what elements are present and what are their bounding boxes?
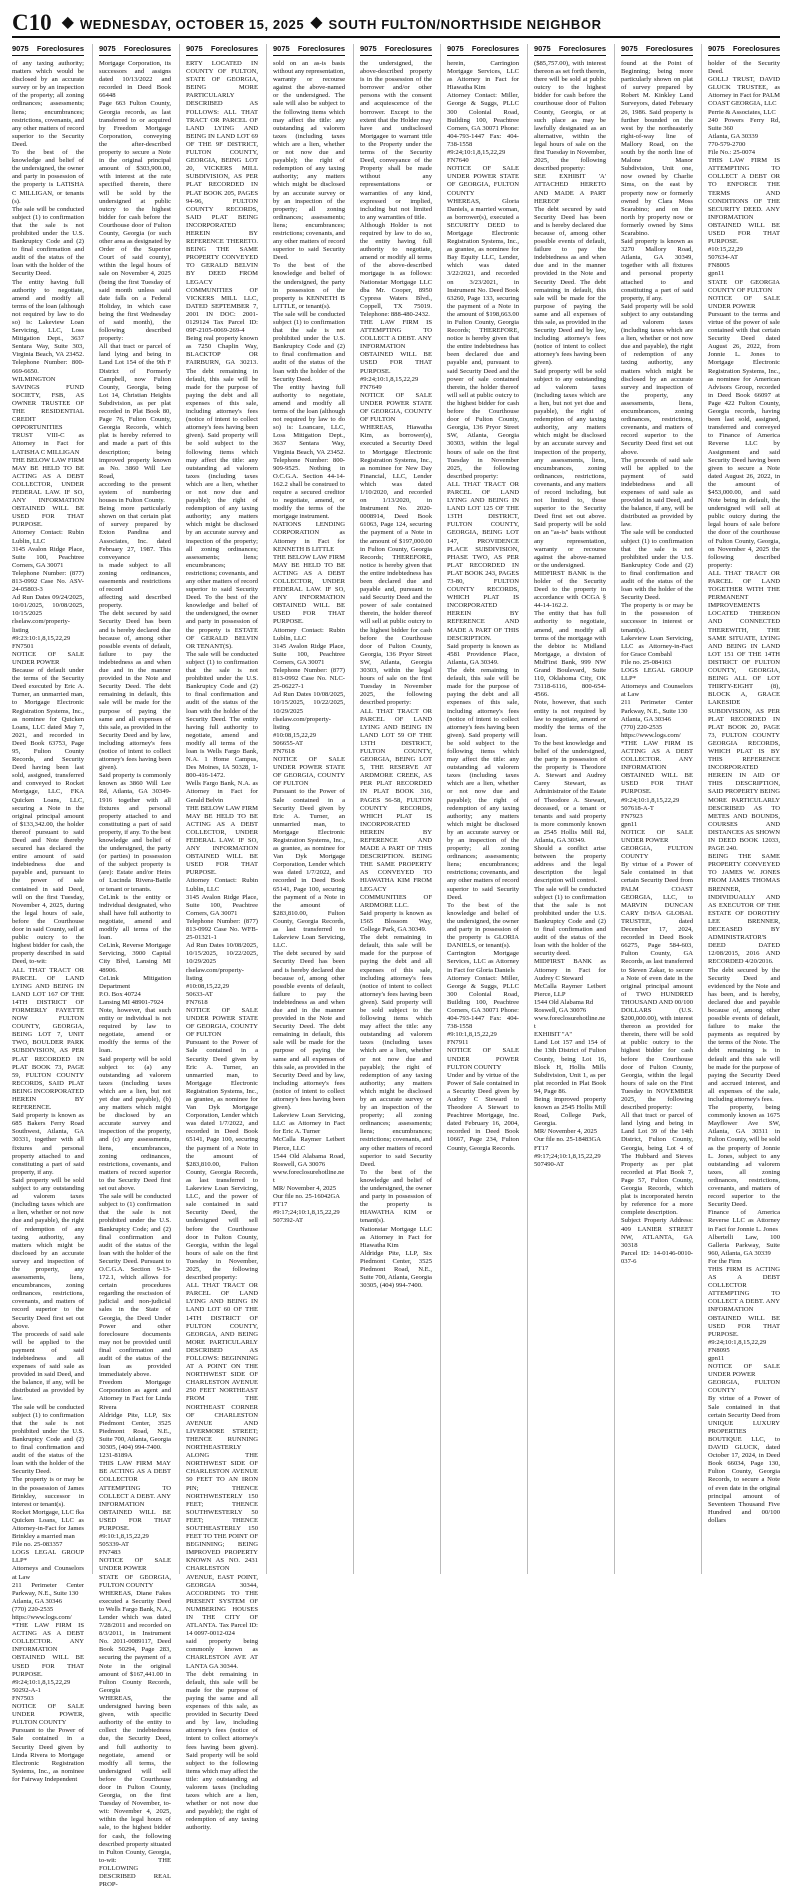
column-header xyxy=(447,44,519,56)
category-code: 9075 xyxy=(186,44,203,53)
category-code: 9075 xyxy=(360,44,377,53)
legal-notice-columns xyxy=(12,44,780,1889)
notice-text: Mortgage Corporation, its successors and assigns dated 10/13/2022 and recorded in Deed Book 66448 Page 663 Fulton County, Georgia records, as last transferred to or acquired by Freedom Mortgage Corporation, conveying the after-described property to secure a Note in the original principal amount of $303,900.00, with interest at the rate specified therein, there will be sold by the undersigned at public outcry to the highest bidder for cash before the Courthouse door of Fulton County, Georgia (or such other area as designated by Order of the Superior Court of said county), within the legal hours of sale on November 4, 2025 (being the first Tuesday of said month unless said date falls on a Federal Holiday, in which case being the first Wednesday of said month), the following described property: All that tract or parcel of land lying and being in Land Lot 154 of the 9th F District of Formerly Campbell, now Fulton County, Georgia, being Lot 14, Christian Heights Subdivision, as per plat recorded in Plat Book 80, Page 76, Fulton County, Georgia Records, which plat is hereby referred to and made a part of this description; being improved property known as No. 3860 Will Lee Road, according to the present system of numbering houses in Fulton County. Being more particularly shown on that certain plat of survey prepared by Exton Pandina and Associates, Inc. dated February 27, 1987. This conveyance is made subject to all zoning ordinances, easements and restrictions of record affecting said described property. The debt secured by said Security Deed has been and is hereby declared due because of, among other possible events of default, failure to pay the indebtedness as and when due and in the manner provided in the Note and Security Deed. The debt remaining in default, this sale will be made for the purpose of paying the same and all expenses of this sale, as provided in the Security Deed and by law, including attorney's fees (notice of intent to collect attorney's fees having been given). Said property is commonly known as 3860 Will Lee Rd, Atlanta, GA 30349-1916 together with all fixtures and personal property attached to and constituting a part of said property, if any. To the best knowledge and belief of the undersigned, the party (or parties) in possession of the subject property is (are): Estate and/or Heirs of Lucinda Rivera-Battle or tenant or tenants. CeLink is the entity or individual designated, who shall have full authority to negotiate, amend and modify all terms of the loan. CeLink, Reverse Mortgage Servicing, 3900 Capital City Blvd, Lansing MI 48906. CeLink Mitigation Department P.O. Box 40724 Lansing MI 48901-7924 Note, however, that such entity or individual is not required by law to negotiate, amend or modify the terms of the loan. Said property will be sold subject to: (a) any outstanding ad valorem taxes (including taxes which are a lien, but not yet due and payable), (b) any matters which might be disclosed by an accurate survey and inspection of the property, and (c) any assessments, liens, encumbrances, zoning ordinances, restrictions, covenants, and matters of record superior to the Security Deed first set out above. The sale will be conducted subject to (1) confirmation that the sale is not prohibited under the U.S. Bankruptcy Code; and (2) final confirmation and audit of the status of the loan with the holder of the Security Deed. Pursuant to O.C.G.A. Section 9-13-172.1, which allows for certain procedures regarding the rescission of judicial and non-judicial sales in the State of Georgia, the Deed Under Power and other foreclosure documents may not be provided until final confirmation and audit of the status of the loan as provided immediately above. Freedom Mortgage Corporation as agent and Attorney in Fact for Linda Rivera Aldridge Pite, LLP, Six Piedmont Center, 3525 Piedmont Road, N.E., Suite 700, Atlanta, Georgia 30305, (404) 994-7400. 1231-8189A THIS LAW FIRM MAY BE ACTING AS A DEBT COLLECTOR ATTEMPTING TO COLLECT A DEBT. ANY INFORMATION OBTAINED WILL BE USED FOR THAT PURPOSE. #9:10:1,8,15,22,29 505339-AT FN7483 NOTICE OF SALE UNDER POWER STATE OF GEORGIA, FULTON COUNTY WHEREAS, Diane Fakes executed a Security Deed to Wells Fargo Bank, N.A., Lender which was dated 7/28/2011 and recorded on 8/3/2011, in Instrument No. 2011-0089117, Deed Book 50294, Page 283, securing the payment of a Note in the original amount of $167,441.00 in Fulton County Records, Georgia WHEREAS, the undersigned having been given, with specific authority of the entity to collect the indebtedness due, the Security Deed, and full authority to negotiate, amend or modify all terms, the undersigned will sell before the Courthouse door in Fulton County, Georgia, on the first Tuesday of November, to-wit: November 4, 2025, within the legal hours of sale, to the highest bidder for cash, the following described property situated in Fulton County, Georgia, to-wit: THE FOLLOWING DESCRIBED REAL PROP- xyxy=(99,60,171,1889)
bullet-icon: ◆ xyxy=(310,14,323,31)
notice-text: found at the Point of Beginning; being more particularly shown on plat of survey prepared by Robert M. Kinkley Land Surveyors, dated February 26, 1986. Said property is further bounded on the west by the northeasterly right-of-way line of Mallory Road, on the south by the north line of Malone Manor Subdivision, Unit one, now owned by Charlie Sims, on the east by property now or formerly owned by Clara Moss Scarabino; and on the north by property now or formerly owned by Sims Scarabino. Said property is known as 3270 Mallory Road, Atlanta, GA 30349, together with all fixtures and personal property attached to and constituting a part of said property, if any. Said property will be sold subject to any outstanding ad valorem taxes (including taxes which are a lien, whether or not now due and payable), the right of redemption of any taxing authority, any matters which might be disclosed by an accurate survey and inspection of the property, any assessments, liens, encumbrances, zoning ordinances, restrictions, covenants, and matters of record superior to the Security Deed first set out above. The proceeds of said sale will be applied to the payment of said indebtedness and all expenses of said sale as provided in said Deed, and the balance, if any, will be distributed as provided by law. The sale will be conducted subject (1) to confirmation that the sale is not prohibited under the U.S. Bankruptcy Code and (2) to final confirmation and audit of the status of the loan with the holder of the Security Deed. The property is or may be in the possession of successor in interest or tenant(s). Lakeview Loan Servicing, LLC as Attorney-in-Fact for Grace Combahl File no. 25-084163 LOGS LEGAL GROUP LLP* Attorneys and Counselors at Law 211 Perimeter Center Parkway, N.E., Suite 130 Atlanta, GA 30346 (770) 220-2535 https://www.logs.com/ *THE LAW FIRM IS ACTING AS A DEBT COLLECTOR. ANY INFORMATION OBTAINED WILL BE USED FOR THAT PURPOSE. #9:24;10:1,8,15,22,29 507618-A-T FN7923 gpn11 NOTICE OF SALE UNDER POWER GEORGIA, FULTON COUNTY By virtue of a Power of Sale contained in that certain Security Deed from PALM COAST GEORGIA, LLC, to MARVIN DUNCAN CARY D/B/A GLOBAL TRUSTEE, dated December 17, 2024, recorded in Deed Book 66275, Page 584-603, Fulton County, GA Records, as last transferred to Steven Zakar, to secure a Note of even date in the original principal amount of TWO HUNDRED THOUSAND AND 00/100 DOLLARS (U.S. $200,000.00), with interest thereon as provided for therein, there will be sold at public outcry to the highest bidder for cash before the Courthouse door of Fulton County, Georgia, within the legal hours of sale on the First Tuesday in NOVEMBER 2025, the following described property: All that tract or parcel of land lying and being in Land Lot 39 of the 14th District, Fulton County, Georgia, being Lot 4 of The Hubbard and Steves Property as per plat recorded at Plat Book 7, Page 57, Fulton County, Georgia Records, which plat is incorporated herein by reference for a more complete description. Subject Property Address: 409 LANIER STREET NW, ATLANTA, GA 30318 Parcel ID: 14-0146-0010-037-6 xyxy=(621,60,693,1265)
category-label: Foreclosures xyxy=(558,44,606,53)
category-code: 9075 xyxy=(99,44,116,53)
notice-text: herein, Carrington Mortgage Services, LLC as Attorney in Fact for Hiawatha Kim Attorney Contact: Miller, George & Suggs, PLLC 300 Colonial Road, Building 100, Peachtree Corners, GA 30071 Phone: 404-793-1447 Fax: 404-738-1558 #9:24;10:1,8,15,22,29 FN7640 NOTICE OF SALE UNDER POWER STATE OF GEORGIA, FULTON COUNTY WHEREAS, Gloria Daniels, a married woman, as borrower(s), executed a SECURITY DEED to Mortgage Electronic Registration Systems, Inc., as grantee, as nominee for Bay Equity LLC, Lender, which was dated 3/22/2021, and recorded on 3/23/2021, in Instrument No. Deed Book 63260, Page 133, securing the payment of a Note in the amount of $198,663.00 in Fulton County, Georgia Records; THEREFORE, notice is hereby given that the entire indebtedness has been declared due and payable and, pursuant to said Security Deed and the power of sale contained therein, the holder thereof will sell at public outcry to the highest bidder for cash before the Courthouse door of Fulton County, Georgia, 136 Pryor Street SW, Atlanta, Georgia 30303, within the legal hours of sale on the first Tuesday in November 2025, the following described property: ALL THAT TRACT OR PARCEL OF LAND LYING AND BEING IN LAND LOT 125 OF THE 13TH DISTRICT, FULTON COUNTY, GEORGIA, BEING LOT 147, PROVIDENCE PLACE SUBDIVISION, PHASE TWO, AS PER PLAT RECORDED IN PLAT BOOK 243, PAGES 73-80, FULTON COUNTY RECORDS, WHICH PLAT IS INCORPORATED HEREIN BY REFERENCE AND MADE A PART OF THIS DESCRIPTION. Said property is known as 4581 Providence Place, Atlanta, GA 30349. The debt remaining in default, this sale will be made for the purpose of paying the debt and all expenses of this sale, including attorney's fees (notice of intent to collect attorney's fees having been given). Said property will be sold subject to the following items which may affect the title: any outstanding ad valorem taxes (including taxes which are a lien, whether or not now due and payable); the right of redemption of any taxing authority; any matters which might be disclosed by an accurate survey or by an inspection of the property; all zoning ordinances; assessments; liens; encumbrances; restrictions; covenants, and any other matters of record superior to said Security Deed. To the best of the knowledge and belief of the undersigned, the owner and party in possession of the property is GLORIA DANIELS, or tenant(s). Carrington Mortgage Services, LLC as Attorney in Fact for Gloria Daniels Attorney Contact: Miller, George & Suggs, PLLC 300 Colonial Road, Building 100, Peachtree Corners, GA 30071 Phone: 404-793-1447 Fax: 404-738-1558 #9:10:1,8,15,22,29 FN7911 NOTICE OF SALE UNDER POWER FULTON COUNTY Under and by virtue of the Power of Sale contained in a Security Deed given by Audrey C Steward to Theodore A Stewart to Peachtree Mortgage, Inc. dated February 16, 2004, recorded in Deed Book 10667, Page 234, Fulton County, Georgia Records. xyxy=(447,60,519,1152)
column-header xyxy=(186,44,258,56)
category-label: Foreclosures xyxy=(36,44,84,53)
category-code: 9075 xyxy=(621,44,638,53)
notice-text: the undersigned, the above-described property is in the possession of the borrower and/or other persons with the consent and acquiescence of the borrower. Except to the extent that the Holder may have and undisclosed Mortgagee to warrant title to the Property under the terms of the Security Deed, conveyance of the Property shall be made without any representations or warranties of any kind, expressed or implied, including but not limited to any warranties of title. Although Holder is not required by law to do so, the entity having full authority to negotiate, amend or modify all terms of the above-described mortgage is as follows: Nationstar Mortgage LLC dba Mr. Cooper, 8950 Cypress Waters Blvd., Coppell, TX 75019. Telephone: 888-480-2432. THE LAW FIRM IS ATTEMPTING TO COLLECT A DEBT. ANY INFORMATION OBTAINED WILL BE USED FOR THAT PURPOSE. #9:24;10:1,8,15,22,29 FN7649 NOTICE OF SALE UNDER POWER STATE OF GEORGIA, COUNTY OF FULTON WHEREAS, Hiawatha Kim, as borrower(s), executed a Security Deed to Mortgage Electronic Registration Systems, Inc., as nominee for New Day Financial, LLC, Lender which was dated 1/10/2020, and recorded on 1/13/2020, in Instrument No. 2020-0008914, Deed Book 61063, Page 124, securing the payment of a Note in the amount of $197,000.00 in Fulton County, Georgia Records; THEREFORE, notice is hereby given that the entire indebtedness has been declared due and payable and, pursuant to said Security Deed and the power of sale contained therein, the holder thereof will sell at public outcry to the highest bidder for cash before the Courthouse door of Fulton County, Georgia, 136 Pryor Street SW, Atlanta, Georgia 30303, within the legal hours of sale on the first Tuesday in November 2025, the following described property: ALL THAT TRACT OR PARCEL OF LAND LYING AND BEING IN LAND LOT 59 OF THE 13TH DISTRICT, FULTON COUNTY, GEORGIA, BEING LOT 5, THE RESERVE AT ARDMORE CREEK, AS PER PLAT RECORDED IN PLAT BOOK 316, PAGES 56-58, FULTON COUNTY RECORDS, WHICH PLAT IS INCORPORATED HEREIN BY REFERENCE AND MADE A PART OF THIS DESCRIPTION. BEING THE SAME PROPERTY AS CONVEYED TO HIAWATHA KIM FROM LEGACY COMMUNITIES OF ARDMORE LLC. Said property is known as 1565 Blossom Way, College Park, GA 30349. The debt remaining in default, this sale will be made for the purpose of paying the debt and all expenses of this sale, including attorney's fees (notice of intent to collect attorney's fees having been given). Said property will be sold subject to the following items which may affect the title: any outstanding ad valorem taxes (including taxes which are a lien, whether or not now due and payable); the right of redemption of any taxing authority; any matters which might be disclosed by an accurate survey or by an inspection of the property; all zoning ordinances; assessments; liens; encumbrances; restrictions; covenants, and any other matters of record superior to said Security Deed. To the best of the knowledge and belief of the undersigned, the owner and party in possession of the property is HIAWATHA KIM or tenant(s). Nationstar Mortgage LLC as Attorney in Fact for Hiawatha Kim Aldridge Pite, LLP, Six Piedmont Center, 3525 Piedmont Road, N.E., Suite 700, Atlanta, Georgia 30305, (404) 994-7400. xyxy=(360,60,432,1290)
notice-column xyxy=(353,44,432,1574)
column-header xyxy=(534,44,606,56)
notice-text: sold on an as-is basis without any representation, warranty or recourse against the above-named or the undersigned. The sale will also be subject to the following items which may affect the title: any outstanding ad valorem taxes (including taxes which are a lien, whether or not now due and payable); the right of redemption of any taxing authority; any matters which might be disclosed by an accurate survey or by an inspection of the property; all zoning ordinances; assessments; liens; encumbrances; restrictions; covenants, and any other matters of record superior to said Security Deed. To the best of the knowledge and belief of the undersigned, the party in possession of the property is KENNETH B LITTLE, or tenant(s). The sale will be conducted subject (1) to confirmation that the sale is not prohibited under the U.S. Bankruptcy Code and (2) to final confirmation and audit of the status of the loan with the holder of the Security Deed. The entity having full authority to negotiate, amend and modify all terms of the loan (although not required by law to do so) is: Loancare, LLC, Loss Mitigation Dept., 3637 Sentara Way, Virginia Beach, VA 23452. Telephone Number: 800-909-9525. Nothing in O.C.G.A. Section 44-14-162.2 shall be construed to require a secured creditor to negotiate, amend, or modify the terms of the mortgage instrument. NATIONS LENDING CORPORATION as Attorney in Fact for KENNETH B LITTLE THE BELOW LAW FIRM MAY BE HELD TO BE ACTING AS A DEBT COLLECTOR, UNDER FEDERAL LAW. IF SO, ANY INFORMATION OBTAINED WILL BE USED FOR THAT PURPOSE. Attorney Contact: Rubin Lublin, LLC 3145 Avalon Ridge Place, Suite 100, Peachtree Corners, GA 30071 Telephone Number: (877) 813-0992 Case No. NLC-25-06227-1 Ad Run Dates 10/08/2025, 10/15/2025, 10/22/2025, 10/29/2025 rlselaw.com/property-listing #10:08,15,22,29 506655-AT FN7618 NOTICE OF SALE UNDER POWER STATE OF GEORGIA, COUNTY OF FULTON Pursuant to the Power of Sale contained in a Security Deed given by Eric A. Turner, an unmarried man, to Mortgage Electronic Registration Systems, Inc., as grantee, as nominee for Van Dyk Mortgage Corporation, Lender which was dated 1/7/2022, and recorded in Deed Book 65141, Page 100, securing the payment of a Note in the amount of $283,810.00, Fulton County, Georgia Records, as last transferred to Lakeview Loan Servicing, LLC. The debt secured by said Security Deed has been and is hereby declared due because of, among other possible events of default, failure to pay the indebtedness as and when due and in the manner provided in the Note and Security Deed. The debt remaining in default, this sale will be made for the purpose of paying the same and all expenses of this sale, as provided in the Security Deed and by law, including attorney's fees (notice of intent to collect attorney's fees having been given). Lakeview Loan Servicing, LLC as Attorney in Fact for Eric A. Turner McCalla Raymer Leibert Pierce, LLC 1544 Old Alabama Road, Roswell, GA 30076 www.foreclosurehotline.net MR/ November 4, 2025 Our file no. 25-16042GA FT17 #9:17;24;10:1,8,15,22,29 507392-AT xyxy=(273,60,345,1225)
category-label: Foreclosures xyxy=(471,44,519,53)
section-title: SOUTH FULTON/NORTHSIDE NEIGHBOR xyxy=(328,17,602,32)
notice-text: of any taxing authority; matters which would be disclosed by an accurate survey or by an inspection of the property; all zoning ordinances; assessments; liens; encumbrances; restrictions, covenants, and any other matters of record superior to the Security Deed. To the best of the knowledge and belief of the undersigned, the owner and party in possession of the property is LATISHA C MILLIGAN, or tenants (s). The sale will be conducted subject (1) to confirmation that the sale is not prohibited under the U.S. Bankruptcy Code and (2) to final confirmation and audit of the status of the loan with the holder of the Security Deed. The entity having full authority to negotiate, amend and modify all terms of the loan (although not required by law to do so) is: Lakeview Loan Servicing, LLC, Loss Mitigation Dept., 3637 Sentara Way, Suite 303, Virginia Beach, VA 23452. Telephone Number: 800-669-6650. WILMINGTON SAVINGS FUND SOCIETY, FSB, AS OWNER TRUSTEE OF THE RESIDENTIAL CREDIT OPPORTUNITIES TRUST VIII-C as Attorney in Fact for LATISHA C MILLIGAN THE BELOW LAW FIRM MAY BE HELD TO BE ACTING AS A DEBT COLLECTOR, UNDER FEDERAL LAW. IF SO, ANY INFORMATION OBTAINED WILL BE USED FOR THAT PURPOSE. Attorney Contact: Rubin Lublin, LLC 3145 Avalon Ridge Place, Suite 100, Peachtree Corners, GA 30071 Telephone Number: (877) 813-0992 Case No. ASV-24-05803-3 Ad Run Dates 09/24/2025, 10/01/2025, 10/08/2025, 10/15/2025 rlselaw.com/property-listing #9:23:10:1,8,15,22,29 FN7501 NOTICE OF SALE UNDER POWER Because of default under the terms of the Security Deed executed by Eric A. Turner, an unmarried man, to Mortgage Electronic Registration Systems, Inc., as nominee for Quicken Loans, LLC dated May 7, 2021, and recorded in Deed Book 63753, Page 95, Fulton County Records, and Security Deed having been last sold, assigned, transferred and conveyed to Rocket Mortgage, LLC, FKA Quicken Loans, LLC, securing a Note in the original principal amount of $133,342.00, the holder thereof pursuant to said Deed and Note thereby secured has declared the entire amount of said indebtedness due and payable and, pursuant to the power of sale contained in said Deed, will on the first Tuesday, November 4, 2025, during the legal hours of sale, before the Courthouse door in said County, sell at public outcry to the highest bidder for cash, the property described in said Deed, to-wit: ALL THAT TRACT OR PARCEL OF LAND LYING AND BEING IN LAND LOT 167 OF THE 14TH DISTRICT OF FORMERLY FAYETTE NOW FULTON COUNTY, GEORGIA, BEING LOT 7, UNIT TWO, BOULDER PARK SUBDIVISION, AS PER PLAT RECORDED IN PLAT BOOK 73, PAGE 59, FULTON COUNTY RECORDS, SAID PLAT BEING INCORPORATED HEREIN BY REFERENCE. Said property is known as 685 Bakers Ferry Road Southwest, Atlanta, GA 30331, together with all fixtures and personal property attached to and constituting a part of said property, if any. Said property will be sold subject to any outstanding ad valorem taxes (including taxes which are a lien, whether or not now due and payable), the right of redemption of any taxing authority, any matters which might be disclosed by an accurate survey and inspection of the property, any assessments, liens, encumbrances, zoning ordinances, restrictions, covenants, and matters of record superior to the Security Deed first set out above. The proceeds of said sale will be applied to the payment of said indebtedness and all expenses of said sale as provided in said Deed, and the balance, if any, will be distributed as provided by law. The sale will be conducted subject (1) to confirmation that the sale is not prohibited under the U.S. Bankruptcy Code and (2) to final confirmation and audit of the status of the loan with the holder of the Security Deed. The property is or may be in the possession of James Brinkley, successor in interest or tenant(s). Rocket Mortgage, LLC fka Quicken Loans, LLC as Attorney-in-Fact for James Brinkley a married man File no. 25-083357 LOGS LEGAL GROUP LLP* Attorneys and Counselors at Law 211 Perimeter Center Parkway, N.E., Suite 130 Atlanta, GA 30346 (770) 220-2535 https://www.logs.com/ *THE LAW FIRM IS ACTING AS A DEBT COLLECTOR. ANY INFORMATION OBTAINED WILL BE USED FOR THAT PURPOSE. #9:24;10:1,8,15,22,29 50292-A-1 FN7503 NOTICE OF SALE UNDER POWER, FULTON COUNTY Pursuant to the Power of Sale contained in a Security Deed given by Linda Rivera to Mortgage Electronic Registration Systems, Inc., as nominee for Fairway Independent xyxy=(12,60,84,1783)
category-label: Foreclosures xyxy=(123,44,171,53)
column-header xyxy=(708,44,780,56)
notice-column xyxy=(527,44,606,1574)
notice-text: holder of the Security Deed. GOLLJ TRUST, DAVID GLUCK TRUSTEE, as Attorney in Fact for PALM COAST GEORGIA, LLC Perrie & Associates, LLC 240 Powers Ferry Rd, Suite 360 Atlanta, GA 30339 770-579-2700 File No.: 25-0074 THIS LAW FIRM IS ATTEMPTING TO COLLECT A DEBT OR TO ENFORCE THE TERMS AND CONDITIONS OF THE SECURITY DEED. ANY INFORMATION OBTAINED WILL BE USED FOR THAT PURPOSE. #10:15,22,29 507634-AT FN8005 gpn11 STATE OF GEORGIA COUNTY OF FULTON NOTICE OF SALE UNDER POWER Pursuant to the terms and virtue of the power of sale contained with that certain Security Deed dated August 26, 2022, from Jonnie L. Jones to Mortgage Electronic Registration Systems, Inc., as nominee for American Advisors Group, recorded in Deed Book 66097 at Page 422 Fulton County, Georgia records, having been last sold, assigned, transferred and conveyed to Finance of America Reverse LLC by Assignment and said Security Deed having been given to secure a Note dated August 26, 2022, in the amount of $453,000.00, and said Note being in default, the undersigned will sell at public outcry during the legal hours of sale before the door of the courthouse of Fulton County, Georgia, on November 4, 2025 the following described property: ALL THAT TRACT OR PARCEL OF LAND TOGETHER WITH THE PERMANENT IMPROVEMENTS LOCATED THEREON AND CONNECTED THEREWITH, THE SAME SITUATE, LYING AND BEING IN LAND LOT 151 OF THE 14TH DISTRICT OF FULTON COUNTY, GEORGIA, BEING ALL OF LOT THIRTY-EIGHT (8), BLOCK A, GRACE LAKESIDE SUBDIVISION, AS PER PLAT RECORDED IN PLAT BOOK 20, PAGE 73, FULTON COUNTY GEORGIA RECORDS, WHICH PLAT IS BY THIS REFERENCE INCORPORATED HEREIN IN AID OF THIS DESCRIPTION, SAID PROPERTY BEING MORE PARTICULARLY DESCRIBED AS TO METES AND BOUNDS, COURSES AND DISTANCES AS SHOWN IN DEED BOOK 12033, PAGE 240. BEING THE SAME PROPERTY CONVEYED TO JAMES W. JONES FROM JAMES THOMAS BRENNER, INDIVIDUALLY AND AS EXECUTOR OF THE ESTATE OF DOROTHY LEE BRENNER, DECEASED BY ADMINISTRATOR'S DEED DATED 12/08/2015, 2016 AND RECORDED 4/20/2016. The debt secured by the Security Deed and evidenced by the Note and has been, and is hereby, declared due and payable because of, among other possible events of default, failure to make the payments as required by the terms of the Note. The debt remaining is in default and this sale will be made for the purpose of paying the Security Deed and accrued interest, and all expenses of the sale, including attorney's fees. The property, being commonly known as 1675 Mayflower Ave SW, Atlanta, GA 30311 in Fulton County, will be sold as the property of Jonnie L. Jones, subject to any outstanding ad valorem taxes, all zoning ordinances, restrictions, covenants, and matters of record superior to the Security Deed. Finance of America Reverse LLC as Attorney in Fact for Jonnie L. Jones Albertelli Law, 100 Galleria Parkway, Suite 960, Atlanta, GA 30339 For the Firm THIS FIRM IS ACTING AS A DEBT COLLECTOR ATTEMPTING TO COLLECT A DEBT. ANY INFORMATION OBTAINED WILL BE USED FOR THAT PURPOSE. #9:24;10:1,8,15,22,29 FN8095 gpn11 NOTICE OF SALE UNDER POWER GEORGIA, FULTON COUNTY By virtue of a Power of Sale contained in that certain Security Deed from UNIQUE LUXURY PROPERTIES BOUTIQUE LLC, to DAVID GLUCK, dated October 17, 2024, in Deed Book 66034, Page 130, Fulton County, Georgia Records, to secure a Note of even date in the original principal amount of Seventeen Thousand Five Hundred and 00/100 dollars xyxy=(708,60,780,1524)
notice-column xyxy=(179,44,258,1832)
category-code: 9075 xyxy=(12,44,29,53)
bullet-icon: ◆ xyxy=(61,14,74,31)
category-code: 9075 xyxy=(447,44,464,53)
notice-column xyxy=(440,44,519,1574)
page-header xyxy=(12,8,780,38)
issue-date: WEDNESDAY, OCTOBER 15, 2025 xyxy=(79,17,305,32)
column-header xyxy=(99,44,171,56)
column-header xyxy=(360,44,432,56)
notice-text: ($85,757.00), with interest thereon as set forth therein, there will be sold at public outcry to the highest bidder for cash before the courthouse door of Fulton County, Georgia, or at such place as may be lawfully designated as an alternative, within the legal hours of sale on the first Tuesday in November, 2025, the following described property: SEE EXHIBIT 'A' ATTACHED HERETO AND MADE A PART HEREOF The debt secured by said Security Deed has been and is hereby declared due because of, among other possible events of default, failure to pay the indebtedness as and when due and in the manner provided in the Note and Security Deed. The debt remaining in default, this sale will be made for the purpose of paying the same and all expenses of this sale, as provided in the Security Deed and by law, including attorney's fees (notice of intent to collect attorney's fees having been given). Said property will be sold subject to any outstanding ad valorem taxes (including taxes which are a lien, but not yet due and payable), the right of redemption of any taxing authority, any matters which might be disclosed by an accurate survey and inspection of the property, any assessments, liens, encumbrances, zoning ordinances, restrictions, covenants, and any matters of record including, but not limited to, those superior to the Security Deed first set out above. Said property will be sold on an "as-is" basis without any representation, warranty or recourse against the above-named or the undersigned. MIDFIRST BANK is the holder of the Security Deed to the property in accordance with OCGA § 44-14-162.2. The entity that has full authority to negotiate, amend, and modify all terms of the mortgage with the debtor is: Midland Mortgage, a division of MidFirst Bank, 999 NW Grand Boulevard, Suite 110, Oklahoma City, OK 73118-6116, 800-654-4566. Note, however, that such entity is not required by law to negotiate, amend or modify the terms of the loan. To the best knowledge and belief of the undersigned, the party in possession of the property is Theodore A. Stewart and Audrey Carey Stewart, as Administrator of the Estate of Theodore A. Stewart, deceased, or a tenant or tenants and said property is more commonly known as 2545 Hollis Mill Rd, Atlanta, GA 30349. Should a conflict arise between the property address and the legal description the legal description will control. The sale will be conducted subject (1) to confirmation that the sale is not prohibited under the U.S. Bankruptcy Code and (2) to final confirmation and audit of the status of the loan with the holder of the security deed. MIDFIRST BANK as Attorney in Fact for Audrey C Steward McCalla Raymer Leibert Pierce, LLP 1544 Old Alabama Rd Roswell, GA 30076 www.foreclosurehotline.net EXHIBIT "A" Land Lot 157 and 154 of the 13th District of Fulton County, being Lot 16, Block H, Hollis Mills Subdivision, Unit 1, as per plat recorded in Plat Book 94, Page 86. Being improved property known as 2545 Hollis Mill Road, College Park, Georgia. MR/ November 4, 2025 Our file no. 25-18483GA FT17 #9:17;24;10:1,8,15,22,29 507490-AT xyxy=(534,60,606,1168)
notice-text: ERTY LOCATED IN COUNTY OF FULTON, STATE OF GEORGIA, BEING MORE PARTICULARLY DESCRIBED AS FOLLOWS: ALL THAT TRACT OR PARCEL OF LAND LYING AND BEING IN LAND LOT 69 OF THE 9F DISTRICT, FULTON COUNTY, GEORGIA, BEING LOT 20, VICKERS MILL SUBDIVISION, AS PER PLAT RECORDED IN PLAT BOOK 205, PAGES 94-96, FULTON COUNTY RECORDS, SAID PLAT BEING INCORPORATED HEREIN BY REFERENCE THERETO. BEING THE SAME PROPERTY CONVEYED TO GERALD BELVIN BY DEED FROM LEGACY COMMUNITIES OF VICKERS MILL LLC, DATED SEPTEMBER 7, 2001 IN DOC: 2001-0129124 Tax Parcel ID: 09F-2105-0069-269-4 Being real property known as 7250 Chaplin Way, BLACKTOP OR FAIRBURN, GA 30213. The debt remaining in default, this sale will be made for the purpose of paying the debt and all expenses of this sale, including attorney's fees (notice of intent to collect attorney's fees having been given). Said property will be sold subject to the following items which may affect the title: any outstanding ad valorem taxes (including taxes which are a lien, whether or not now due and payable); the right of redemption of any taxing authority; any matters which might be disclosed by an accurate survey and inspection of the property; all zoning ordinances; assessments; liens; encumbrances; restrictions; covenants, and any other matters of record superior to said Security Deed. To the best of the knowledge and belief of the undersigned, the owner and party in possession of the property is ESTATE OF GERALD BELVIN OR TENANT(S). The sale will be conducted subject (1) to confirmation that the sale is not prohibited under the U.S. Bankruptcy Code and (2) to final confirmation and audit of the status of the loan with the holder of the Security Deed. The entity having full authority to negotiate, amend and modify all terms of the loan is Wells Fargo Bank, N.A. 1 Home Campus, Des Moines, IA 50328, 1-800-416-1472. Wells Fargo Bank, N.A. as Attorney in Fact for Gerald Belvin THE BELOW LAW FIRM MAY BE HELD TO BE ACTING AS A DEBT COLLECTOR, UNDER FEDERAL LAW. IF SO, ANY INFORMATION OBTAINED WILL BE USED FOR THAT PURPOSE. Attorney Contact: Rubin Lublin, LLC 3145 Avalon Ridge Place, Suite 100, Peachtree Corners, GA 30071 Telephone Number: (877) 813-0992 Case No. WFB-25-01321-1 Ad Run Dates 10/08/2025, 10/15/2025, 10/22/2025, 10/29/2025 rlselaw.com/property-listing #10:08,15,22,29 50633-AT FN7618 NOTICE OF SALE UNDER POWER STATE OF GEORGIA, COUNTY OF FULTON Pursuant to the Power of Sale contained in a Security Deed given by Eric A. Turner, an unmarried man, to Mortgage Electronic Registration Systems, Inc., as grantee, as nominee for Van Dyk Mortgage Corporation, Lender which was dated 1/7/2022, and recorded in Deed Book 65141, Page 100, securing the payment of a Note in the amount of $283,810.00, Fulton County, Georgia Records, as last transferred to Lakeview Loan Servicing, LLC, and the power of sale contained in said Security Deed, the undersigned will sell before the Courthouse door in Fulton County, Georgia, within the legal hours of sale on the first Tuesday in November, 2025, the following described property: ALL THAT TRACT OR PARCEL OF LAND LYING AND BEING IN LAND LOT 60 OF THE 14TH DISTRICT OF FULTON COUNTY, GEORGIA, AND BEING MORE PARTICULARLY DESCRIBED AS FOLLOWS: BEGINNING AT A POINT ON THE NORTHWEST SIDE OF CHARLESTON AVENUE 250 FEET NORTHEAST FROM THE NORTHEAST CORNER OF CHARLESTON AVENUE AND LIVERMORE STREET; THENCE RUNNING NORTHEASTERLY ALONG THE NORTHWEST SIDE OF CHARLESTON AVENUE 50 FEET TO AN IRON PIN; THENCE NORTHWESTERLY 150 FEET; THENCE SOUTHWESTERLY 50 FEET; THENCE SOUTHEASTERLY 150 FEET TO THE POINT OF BEGINNING; BEING IMPROVED PROPERTY KNOWN AS NO. 2431 CHARLESTON AVENUE, EAST POINT, GEORGIA 30344, ACCORDING TO THE PRESENT SYSTEM OF NUMBERING HOUSES IN THE CITY OF ATLANTA. Tax Parcel ID: 14 0097-0012-024 said property being commonly known as CHARLESTON AVE AT LANTA GA 30344. The debt remaining in default, this sale will be made for the purpose of paying the same and all expenses of this sale, as provided in Security Deed and by law, including attorney's fees (notice of intent to collect attorney's fees having been given). Said property will be sold subject to the following items which may affect the title: any outstanding ad valorem taxes (including taxes which are a lien, whether or not now due and payable); the right of redemption of any taxing authority. xyxy=(186,60,258,1832)
category-code: 9075 xyxy=(708,44,725,53)
category-code: 9075 xyxy=(273,44,290,53)
category-label: Foreclosures xyxy=(297,44,345,53)
notice-column xyxy=(92,44,171,1889)
category-label: Foreclosures xyxy=(384,44,432,53)
category-label: Foreclosures xyxy=(645,44,693,53)
page-number: C10 xyxy=(12,10,52,35)
column-header xyxy=(273,44,345,56)
notice-column xyxy=(614,44,693,1574)
notice-column xyxy=(701,44,780,1574)
column-header xyxy=(621,44,693,56)
notice-column xyxy=(12,44,84,1783)
category-label: Foreclosures xyxy=(732,44,780,53)
category-label: Foreclosures xyxy=(210,44,258,53)
category-code: 9075 xyxy=(534,44,551,53)
notice-column xyxy=(266,44,345,1574)
column-header xyxy=(12,44,84,56)
